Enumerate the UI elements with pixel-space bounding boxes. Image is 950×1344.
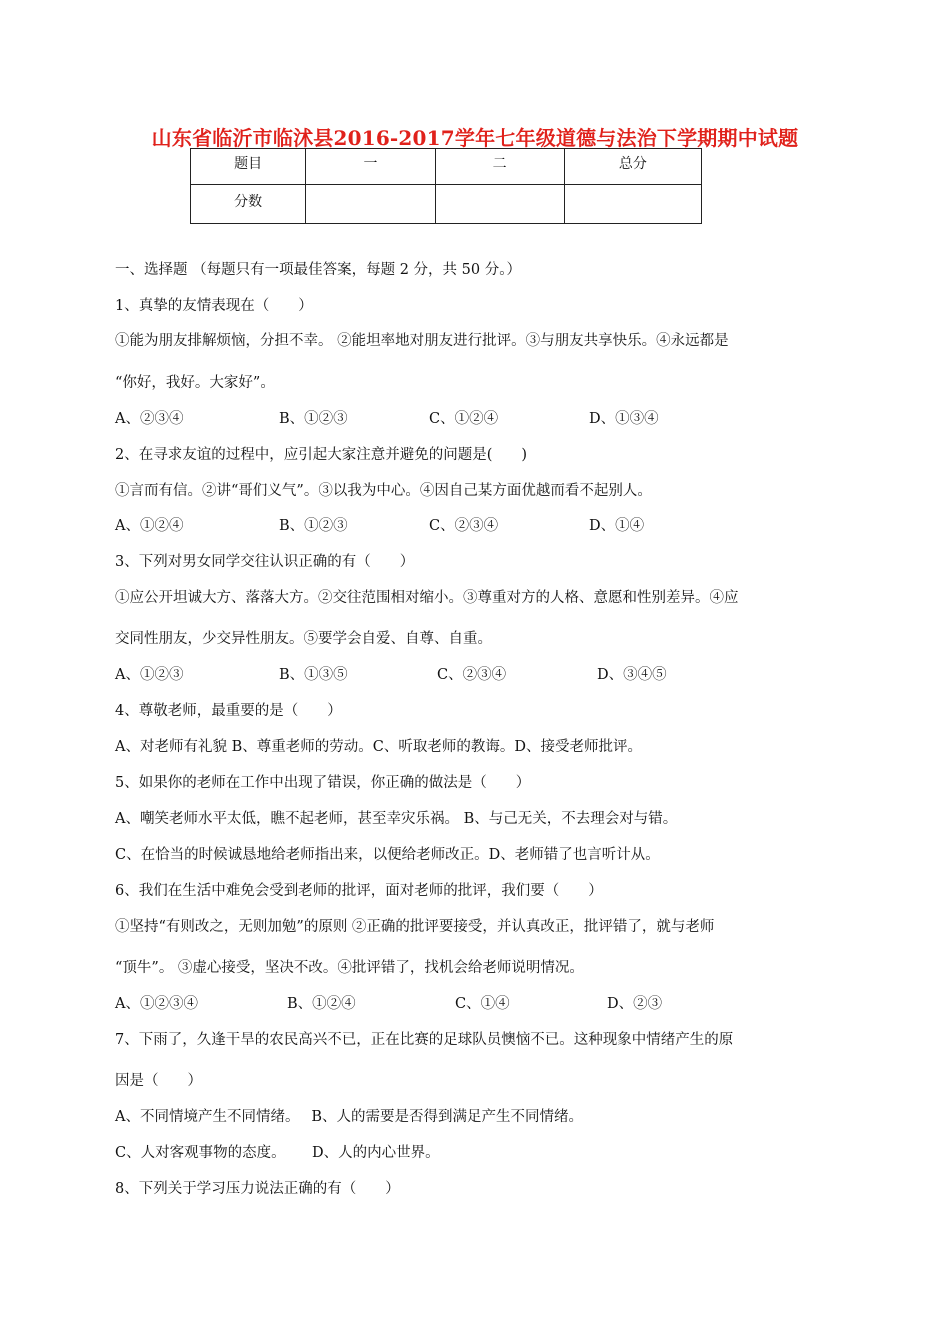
option-c: C、②③④ [429, 518, 499, 534]
question-1-text: “你好，我好。大家好”。 [115, 375, 275, 391]
option-b: B、①②④ [287, 996, 356, 1012]
option-c: C、②③④ [437, 667, 507, 683]
question-4: 4、尊敬老师，最重要的是（ ） [115, 703, 342, 719]
question-6-text: “顶牛”。 ③虚心接受，坚决不改。④批评错了，找机会给老师说明情况。 [115, 960, 584, 976]
question-7-text: 因是（ ） [115, 1073, 202, 1089]
option-c: C、①②④ [429, 411, 499, 427]
option-c: C、①④ [455, 996, 510, 1012]
score-input-cell [435, 185, 564, 224]
question-3-text: ①应公开坦诚大方、落落大方。②交往范围相对缩小。③尊重对方的人格、意愿和性别差异。④应 [115, 590, 739, 606]
score-input-cell [564, 185, 701, 224]
option-a: A、②③④ [115, 411, 184, 427]
option-d: D、③④⑤ [597, 667, 667, 683]
question-5-options: C、在恰当的时候诚恳地给老师指出来，以便给老师改正。D、老师错了也言听计从。 [115, 847, 660, 863]
question-2-text: ①言而有信。②讲“哥们义气”。③以我为中心。④因自己某方面优越而看不起别人。 [115, 483, 652, 499]
score-table-score-row [191, 185, 702, 224]
question-6-text: ①坚持“有则改之，无则加勉”的原则 ②正确的批评要接受，并认真改正，批评错了，就与老师 [115, 919, 715, 935]
score-table-header-row [191, 149, 702, 185]
option-d: D、①④ [589, 518, 645, 534]
question-4-options: A、对老师有礼貌 B、尊重老师的劳动。C、听取老师的教诲。D、接受老师批评。 [115, 739, 642, 755]
question-7-options: C、人对客观事物的态度。 D、人的内心世界。 [115, 1145, 440, 1161]
section-heading: 一、选择题 （每题只有一项最佳答案，每题 2 分，共 50 分。） [115, 262, 521, 278]
question-1: 1、真挚的友情表现在（ ） [115, 298, 313, 314]
question-6-options [115, 994, 662, 1014]
score-header-cell: 二 [435, 149, 564, 185]
question-2-options [115, 516, 644, 536]
question-7-options: A、不同情境产生不同情绪。 B、人的需要是否得到满足产生不同情绪。 [115, 1109, 583, 1125]
option-a: A、①②③ [115, 667, 184, 683]
option-b: B、①②③ [279, 518, 348, 534]
question-5-options: A、嘲笑老师水平太低，瞧不起老师，甚至幸灾乐祸。 B、与己无关，不去理会对与错。 [115, 811, 678, 827]
score-row-label: 分数 [191, 185, 306, 224]
question-2: 2、在寻求友谊的过程中，应引起大家注意并避免的问题是( ) [115, 447, 528, 463]
score-header-cell: 总分 [564, 149, 701, 185]
option-a: A、①②③④ [115, 996, 198, 1012]
question-3: 3、下列对男女同学交往认识正确的有（ ） [115, 554, 415, 570]
score-input-cell [306, 185, 435, 224]
question-7: 7、下雨了，久逢干旱的农民高兴不已，正在比赛的足球队员懊恼不已。这种现象中情绪产生的原 [115, 1032, 734, 1048]
question-8: 8、下列关于学习压力说法正确的有（ ） [115, 1181, 400, 1197]
option-b: B、①②③ [279, 411, 348, 427]
question-3-text: 交同性朋友，少交异性朋友。⑤要学会自爱、自尊、自重。 [115, 631, 492, 647]
question-3-options [115, 665, 667, 685]
question-1-text: ①能为朋友排解烦恼，分担不幸。 ②能坦率地对朋友进行批评。③与朋友共享快乐。④永远都是 [115, 333, 729, 349]
option-a: A、①②④ [115, 518, 184, 534]
question-5: 5、如果你的老师在工作中出现了错误，你正确的做法是（ ） [115, 775, 531, 791]
score-header-cell: 一 [306, 149, 435, 185]
option-d: D、②③ [607, 996, 663, 1012]
question-1-options [115, 409, 659, 429]
score-header-cell: 题目 [191, 149, 306, 185]
option-b: B、①③⑤ [279, 667, 348, 683]
question-6: 6、我们在生活中难免会受到老师的批评，面对老师的批评，我们要（ ） [115, 883, 603, 899]
page-title: 山东省临沂市临沭县2016-2017学年七年级道德与法治下学期期中试题 [151, 126, 799, 150]
option-d: D、①③④ [589, 411, 659, 427]
score-table [190, 148, 702, 224]
